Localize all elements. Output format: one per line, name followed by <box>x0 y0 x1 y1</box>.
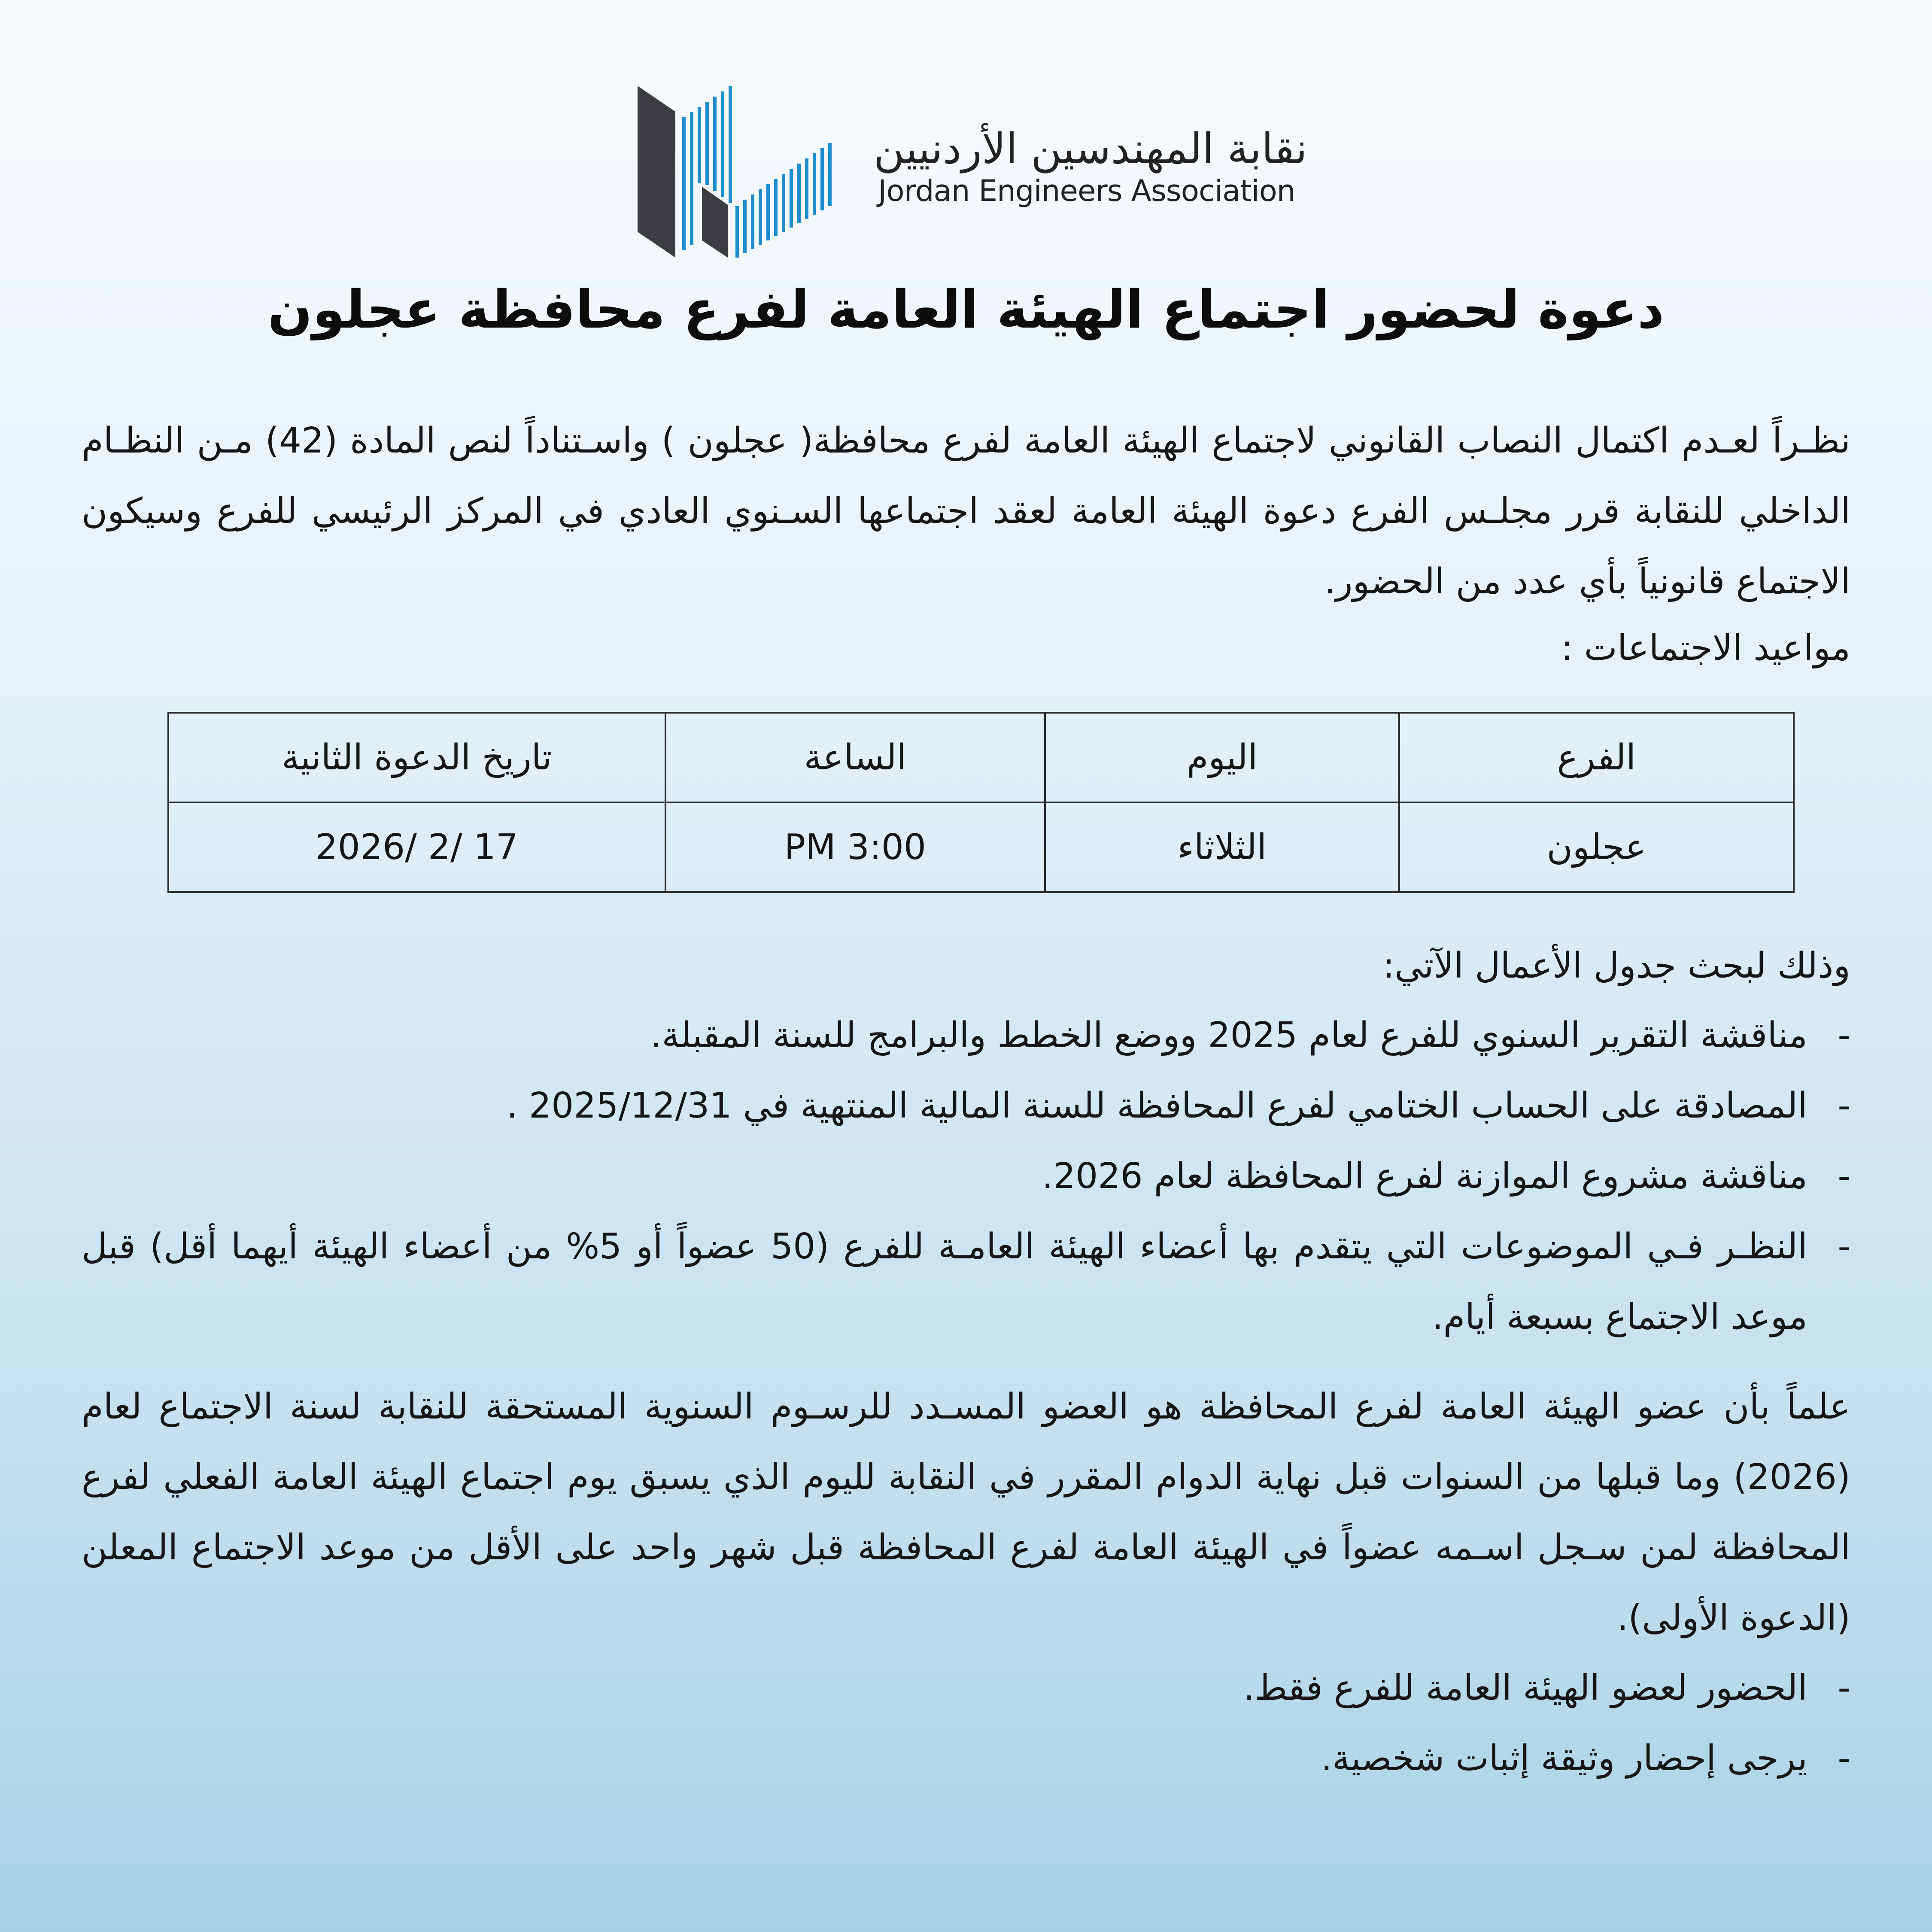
list-item <box>82 1071 1850 1141</box>
list-item <box>82 1212 1850 1352</box>
cell-date-value: 2026/ 2/ 17 <box>315 827 519 868</box>
list-item <box>82 1000 1850 1071</box>
cell-branch: عجلون <box>1399 802 1794 892</box>
header-logo <box>638 84 1307 260</box>
agenda-item-text: مناقشة مشروع الموازنة لفرع المحافظة لعام 2026. <box>1042 1156 1807 1197</box>
agenda-item-text: مناقشة التقرير السنوي للفرع لعام 2025 ووضع الخطط والبرامج للسنة المقبلة. <box>650 1015 1807 1056</box>
cell-day: الثلاثاء <box>1045 802 1399 892</box>
org-name-english: Jordan Engineers Association <box>878 174 1295 208</box>
header-time: الساعة <box>665 713 1045 802</box>
header-date: تاريخ الدعوة الثانية <box>168 713 665 802</box>
header-day: اليوم <box>1045 713 1399 802</box>
final-item-text: يرجى إحضار وثيقة إثبات شخصية. <box>1321 1738 1807 1779</box>
header-branch: الفرع <box>1399 713 1794 802</box>
bullet-dash: - <box>1838 1015 1850 1056</box>
agenda-item-text: المصادقة على الحساب الختامي لفرع المحافظة للسنة المالية المنتهية في 2025/12/31 . <box>506 1085 1807 1126</box>
table-header-row <box>168 713 1794 802</box>
org-name-arabic: نقابة المهندسين الأردنيين <box>873 125 1307 173</box>
bullet-dash: - <box>1838 1085 1850 1126</box>
final-notes-list <box>82 1653 1850 1794</box>
bullet-dash: - <box>1838 1738 1850 1779</box>
agenda-intro: وذلك لبحث جدول الأعمال الآتي: <box>1382 945 1850 986</box>
list-item <box>82 1141 1850 1212</box>
intro-paragraph: نظـراً لعـدم اكتمال النصاب القانوني لاجتماع الهيئة العامة لفرع محافظة( عجلون ) واسـتناداً لنص المادة (42) مـن النظـام الداخلي للنقابة قرر مجلـس الفرع دعوة الهيئة العامة لعقد اجتماعها السـنوي العادي في المركز الرئيسي للفرع وسيكون الاجتماع قانونياً بأي عدد من الحضور. <box>82 420 1850 602</box>
list-item <box>82 1723 1850 1794</box>
membership-note: علماً بأن عضو الهيئة العامة لفرع المحافظة هو العضو المسـدد للرسـوم السنوية المستحقة للنقابة لسنة الاجتماع لعام (2026) وما قبلها من السنوات قبل نهاية الدوام المقرر في النقابة لليوم الذي يسبق يوم اجتماع الهيئة العامة الفعلي لفرع المحافظة لمن سـجل اسـمه عضواً في الهيئة العامة لفرع المحافظة قبل شهر واحد على الأقل من موعد الاجتماع المعلن (الدعوة الأولى). <box>82 1386 1850 1638</box>
agenda-list <box>82 1000 1850 1352</box>
cell-time <box>665 802 1045 892</box>
cell-date <box>168 802 665 892</box>
schedule-label: مواعيد الاجتماعات : <box>1561 628 1850 668</box>
jea-logo-icon <box>638 84 835 260</box>
table-row <box>168 802 1794 892</box>
agenda-item-text: النظـر فـي الموضوعات التي يتقدم بها أعضاء الهيئة العامـة للفرع (50 عضواً أو 5% من أعضاء الهيئة أيهما أقل) قبل موعد الاجتماع بسبعة أيام. <box>82 1226 1807 1337</box>
cell-time-value: PM 3:00 <box>784 827 927 868</box>
bullet-dash: - <box>1838 1156 1850 1197</box>
final-item-text: الحضور لعضو الهيئة العامة للفرع فقط. <box>1243 1668 1807 1708</box>
bullet-dash: - <box>1838 1226 1850 1267</box>
schedule-table <box>167 712 1795 893</box>
bullet-dash: - <box>1838 1668 1850 1708</box>
page-title: دعوة لحضور اجتماع الهيئة العامة لفرع محافظة عجلون <box>267 279 1665 340</box>
list-item <box>82 1653 1850 1723</box>
